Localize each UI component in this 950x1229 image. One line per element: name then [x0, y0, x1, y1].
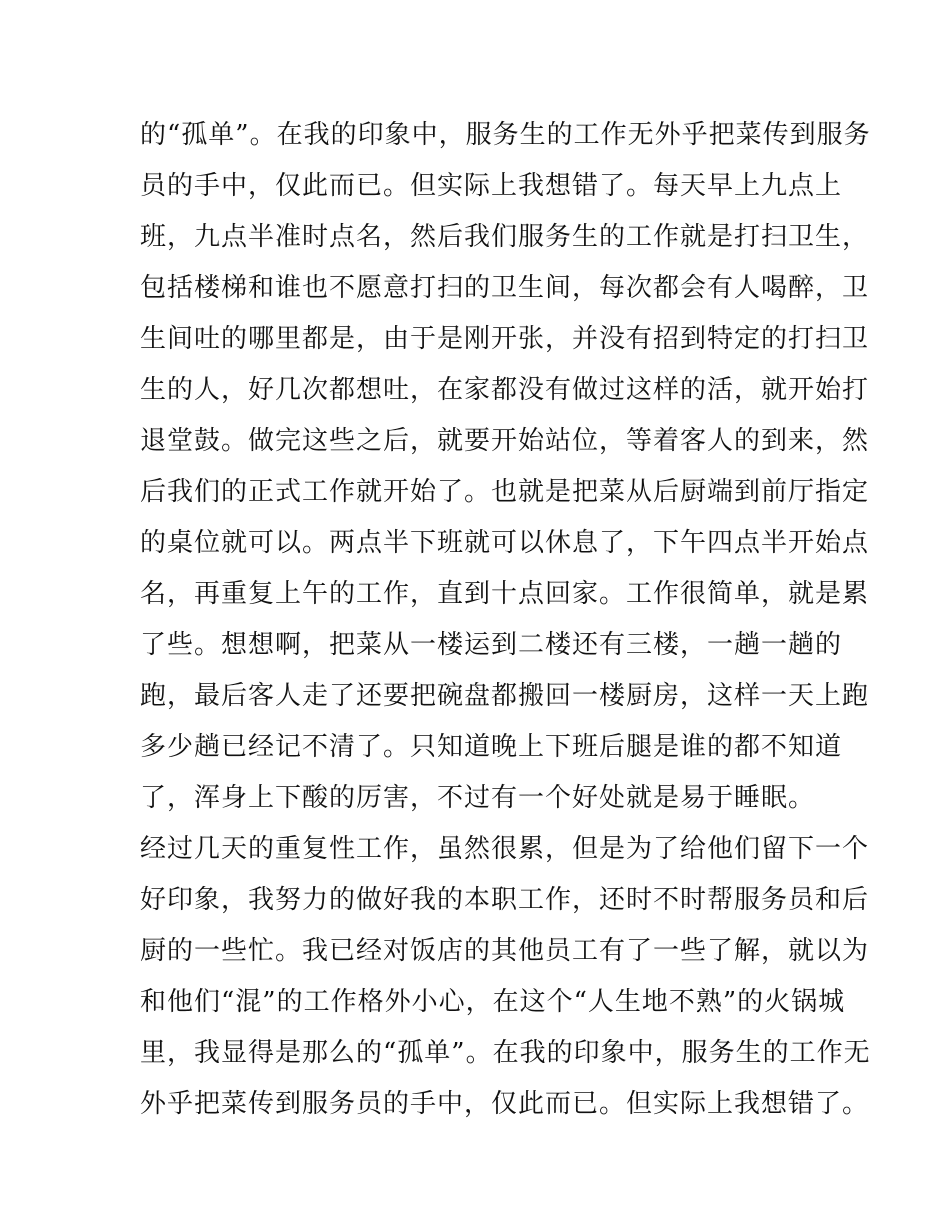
text-line: 了，浑身上下酸的厉害，不过有一个好处就是易于睡眠。 — [140, 783, 816, 813]
text-line: 的桌位就可以。两点半下班就可以休息了，下午四点半开始点 — [140, 528, 870, 558]
body-text — [140, 110, 871, 1130]
text-line: 退堂鼓。做完这些之后，就要开始站位，等着客人的到来，然 — [140, 426, 870, 456]
text-line: 厨的一些忙。我已经对饭店的其他员工有了一些了解，就以为 — [140, 936, 870, 966]
text-line: 包括楼梯和谁也不愿意打扫的卫生间，每次都会有人喝醉，卫 — [140, 273, 870, 303]
text-line: 外乎把菜传到服务员的手中，仅此而已。但实际上我想错了。 — [140, 1089, 870, 1119]
text-line: 生间吐的哪里都是，由于是刚开张，并没有招到特定的打扫卫 — [140, 324, 870, 354]
text-line: 班，九点半准时点名，然后我们服务生的工作就是打扫卫生， — [140, 222, 870, 252]
text-line: 和他们“混”的工作格外小心，在这个“人生地不熟”的火锅城 — [140, 987, 846, 1017]
text-line: 生的人，好几次都想吐，在家都没有做过这样的活，就开始打 — [140, 375, 870, 405]
text-line: 员的手中，仅此而已。但实际上我想错了。每天早上九点上 — [140, 171, 843, 201]
text-line: 里，我显得是那么的“孤单”。在我的印象中，服务生的工作无 — [140, 1038, 871, 1068]
text-line: 的“孤单”。在我的印象中，服务生的工作无外乎把菜传到服务 — [140, 120, 871, 150]
text-line: 后我们的正式工作就开始了。也就是把菜从后厨端到前厅指定 — [140, 477, 870, 507]
text-line: 经过几天的重复性工作，虽然很累，但是为了给他们留下一个 — [140, 834, 870, 864]
text-line: 好印象，我努力的做好我的本职工作，还时不时帮服务员和后 — [140, 885, 870, 915]
text-line: 名，再重复上午的工作，直到十点回家。工作很简单，就是累 — [140, 579, 870, 609]
text-line: 多少趟已经记不清了。只知道晚上下班后腿是谁的都不知道 — [140, 732, 843, 762]
text-line: 了些。想想啊，把菜从一楼运到二楼还有三楼，一趟一趟的 — [140, 630, 843, 660]
text-line: 跑，最后客人走了还要把碗盘都搬回一楼厨房，这样一天上跑 — [140, 681, 870, 711]
